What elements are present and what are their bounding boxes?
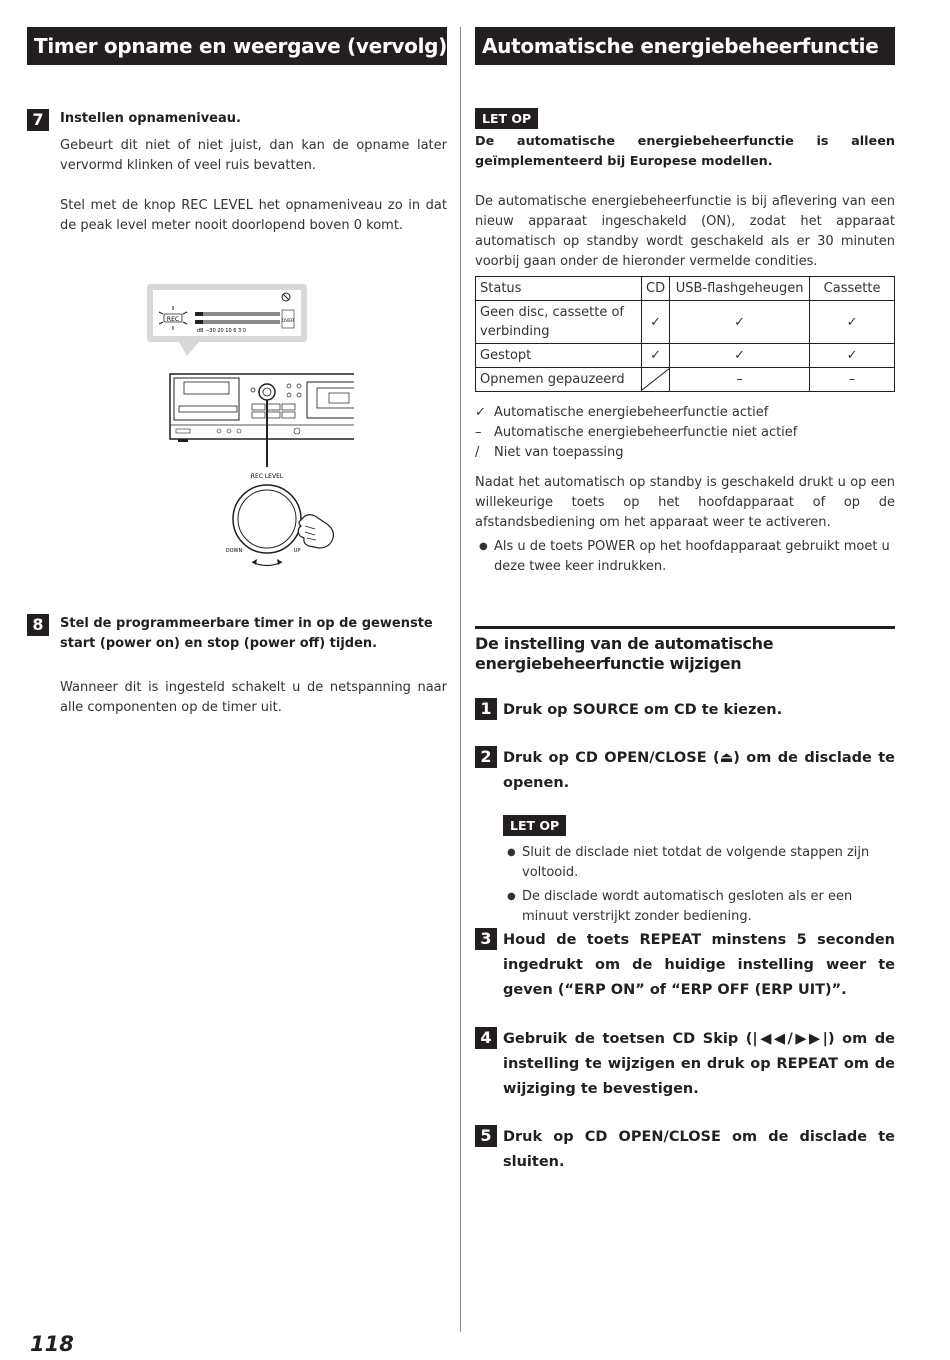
legend-item xyxy=(475,423,895,443)
table-row xyxy=(476,368,895,392)
table-cell-not-applicable xyxy=(642,368,670,392)
table-cell: Gestopt xyxy=(476,344,642,368)
rec-indicator: REC xyxy=(166,316,180,323)
subheading-rule xyxy=(475,626,895,629)
step-8-text: Wanneer dit is ingesteld schakelt u de netspanning naar alle componenten op de timer uit. xyxy=(60,680,447,715)
table-cell: ✓ xyxy=(810,301,895,344)
bullet-dot-icon: ● xyxy=(479,541,488,552)
table-cell: Geen disc, cassette of verbinding xyxy=(476,301,642,344)
bullet-item xyxy=(475,537,895,577)
legend-symbol: ✓ xyxy=(475,405,486,420)
table-row xyxy=(476,301,895,344)
right-step-2 xyxy=(475,746,895,796)
left-section-title: Timer opname en weergave (vervolg) xyxy=(27,27,447,65)
step-7-text-2: Stel met de knop REC LEVEL het opnameniveau zo in dat de peak level meter nooit doorlopend boven 0 komt. xyxy=(60,198,447,233)
step-8 xyxy=(27,614,447,718)
right-column xyxy=(475,27,895,1170)
table-header: Cassette xyxy=(810,277,895,301)
step-8-title: Stel de programmeerbare timer in op de gewenste start (power on) en stop (power off) tijden. xyxy=(60,616,433,651)
table-cell: – xyxy=(670,368,810,392)
right-section-title: Automatische energiebeheerfunctie xyxy=(475,27,895,65)
step-2-text: Druk op CD OPEN/CLOSE (⏏) om de disclade te openen. xyxy=(503,750,895,791)
legend-item xyxy=(475,403,895,423)
rec-level-knob-small xyxy=(259,384,275,400)
table-cell: ✓ xyxy=(642,301,670,344)
deck-body xyxy=(170,374,354,439)
right-step-3 xyxy=(475,928,895,1003)
legend-symbol: – xyxy=(475,425,482,440)
table-cell: ✓ xyxy=(670,301,810,344)
table-cell: – xyxy=(810,368,895,392)
table-cell: ✓ xyxy=(670,344,810,368)
table-header-row xyxy=(476,277,895,301)
step-3-number: 3 xyxy=(475,928,497,950)
step-8-number: 8 xyxy=(27,614,49,636)
table-header: USB-flashgeheugen xyxy=(670,277,810,301)
note-2-bullet-text: De disclade wordt automatisch gesloten als er een minuut verstrijkt zonder bediening. xyxy=(522,889,853,924)
step-2-number: 2 xyxy=(475,746,497,768)
legend-text: Niet van toepassing xyxy=(494,445,624,460)
down-label: DOWN xyxy=(225,548,243,554)
step-1-text: Druk op SOURCE om CD te kiezen. xyxy=(503,702,783,718)
table-cell: Opnemen gepauzeerd xyxy=(476,368,642,392)
note-2-bullet xyxy=(503,887,895,927)
legend-text: Automatische energiebeheerfunctie actief xyxy=(494,405,769,420)
up-label: UP xyxy=(293,548,301,554)
subheading: De instelling van de automatische energiebeheerfunctie wijzigen xyxy=(475,634,774,673)
after-table-text: Nadat het automatisch op standby is geschakeld drukt u op een willekeurige toets op het hoofdapparaat of op de afstandsbediening om het apparaat weer te activeren. xyxy=(475,475,895,530)
step-3-text: Houd de toets REPEAT minstens 5 seconden ingedrukt om de huidige instelling weer te geven (“ERP ON” of “ERP OFF (ERP UIT)”. xyxy=(503,932,895,998)
meter-scale: dB −30 20 10 6 3 0 xyxy=(197,328,246,334)
table-cell: ✓ xyxy=(642,344,670,368)
legend-symbol: / xyxy=(475,445,480,460)
table-cell: ✓ xyxy=(810,344,895,368)
column-divider xyxy=(460,27,461,1332)
subsection xyxy=(475,626,895,674)
bullet-text: Als u de toets POWER op het hoofdapparaat gebruikt moet u deze twee keer indrukken. xyxy=(494,539,890,574)
step-7-title: Instellen opnameniveau. xyxy=(60,111,241,126)
status-table xyxy=(475,276,895,392)
bullet-dot-icon: ● xyxy=(507,847,516,858)
right-step-5 xyxy=(475,1125,895,1175)
bullet-dot-icon: ● xyxy=(507,891,516,902)
table-header: Status xyxy=(476,277,642,301)
legend-item xyxy=(475,443,895,463)
note-2-badge: LET OP xyxy=(503,815,566,836)
note-2-bullet-text: Sluit de disclade niet totdat de volgende stappen zijn voltooid. xyxy=(522,845,870,880)
rotate-arrow-icon xyxy=(252,562,282,566)
hand-icon xyxy=(298,515,333,548)
note-2 xyxy=(503,815,895,927)
step-7 xyxy=(27,109,447,236)
right-step-4 xyxy=(475,1027,895,1102)
deck-illustration xyxy=(139,282,354,572)
note-2-bullet xyxy=(503,843,895,883)
intro-text: De automatische energiebeheerfunctie is bij aflevering van een nieuw apparaat ingeschakeld (ON), zodat het apparaat automatisch op standby wordt geschakeld als er 30 minuten voorbij gaan onder de hieronder vermelde condities. xyxy=(475,194,895,269)
table-header: CD xyxy=(642,277,670,301)
step-4-number: 4 xyxy=(475,1027,497,1049)
table-row xyxy=(476,344,895,368)
note-text: De automatische energiebeheerfunctie is alleen geïmplementeerd bij Europese modellen. xyxy=(475,134,895,169)
rec-level-knob xyxy=(233,485,301,553)
note-badge: LET OP xyxy=(475,108,538,129)
right-step-1 xyxy=(475,698,895,723)
over-indicator: OVER xyxy=(281,319,295,324)
step-7-text-1: Gebeurt dit niet of niet juist, dan kan de opname later vervormd klinken of veel ruis bevatten. xyxy=(60,138,447,173)
step-1-number: 1 xyxy=(475,698,497,720)
legend-text: Automatische energiebeheerfunctie niet actief xyxy=(494,425,798,440)
step-4-text: Gebruik de toetsen CD Skip (|◀◀/▶▶|) om de instelling te wijzigen en druk op REPEAT om de wijziging te bevestigen. xyxy=(503,1031,895,1097)
step-5-text: Druk op CD OPEN/CLOSE om de disclade te sluiten. xyxy=(503,1129,895,1170)
step-7-number: 7 xyxy=(27,109,49,131)
legend xyxy=(475,403,895,463)
step-5-number: 5 xyxy=(475,1125,497,1147)
page-number: 118 xyxy=(30,1332,74,1356)
rec-level-illustration xyxy=(139,282,354,572)
diagonal-slash-icon xyxy=(642,368,670,390)
rec-level-label: REC LEVEL xyxy=(250,473,284,480)
left-column xyxy=(27,27,447,715)
